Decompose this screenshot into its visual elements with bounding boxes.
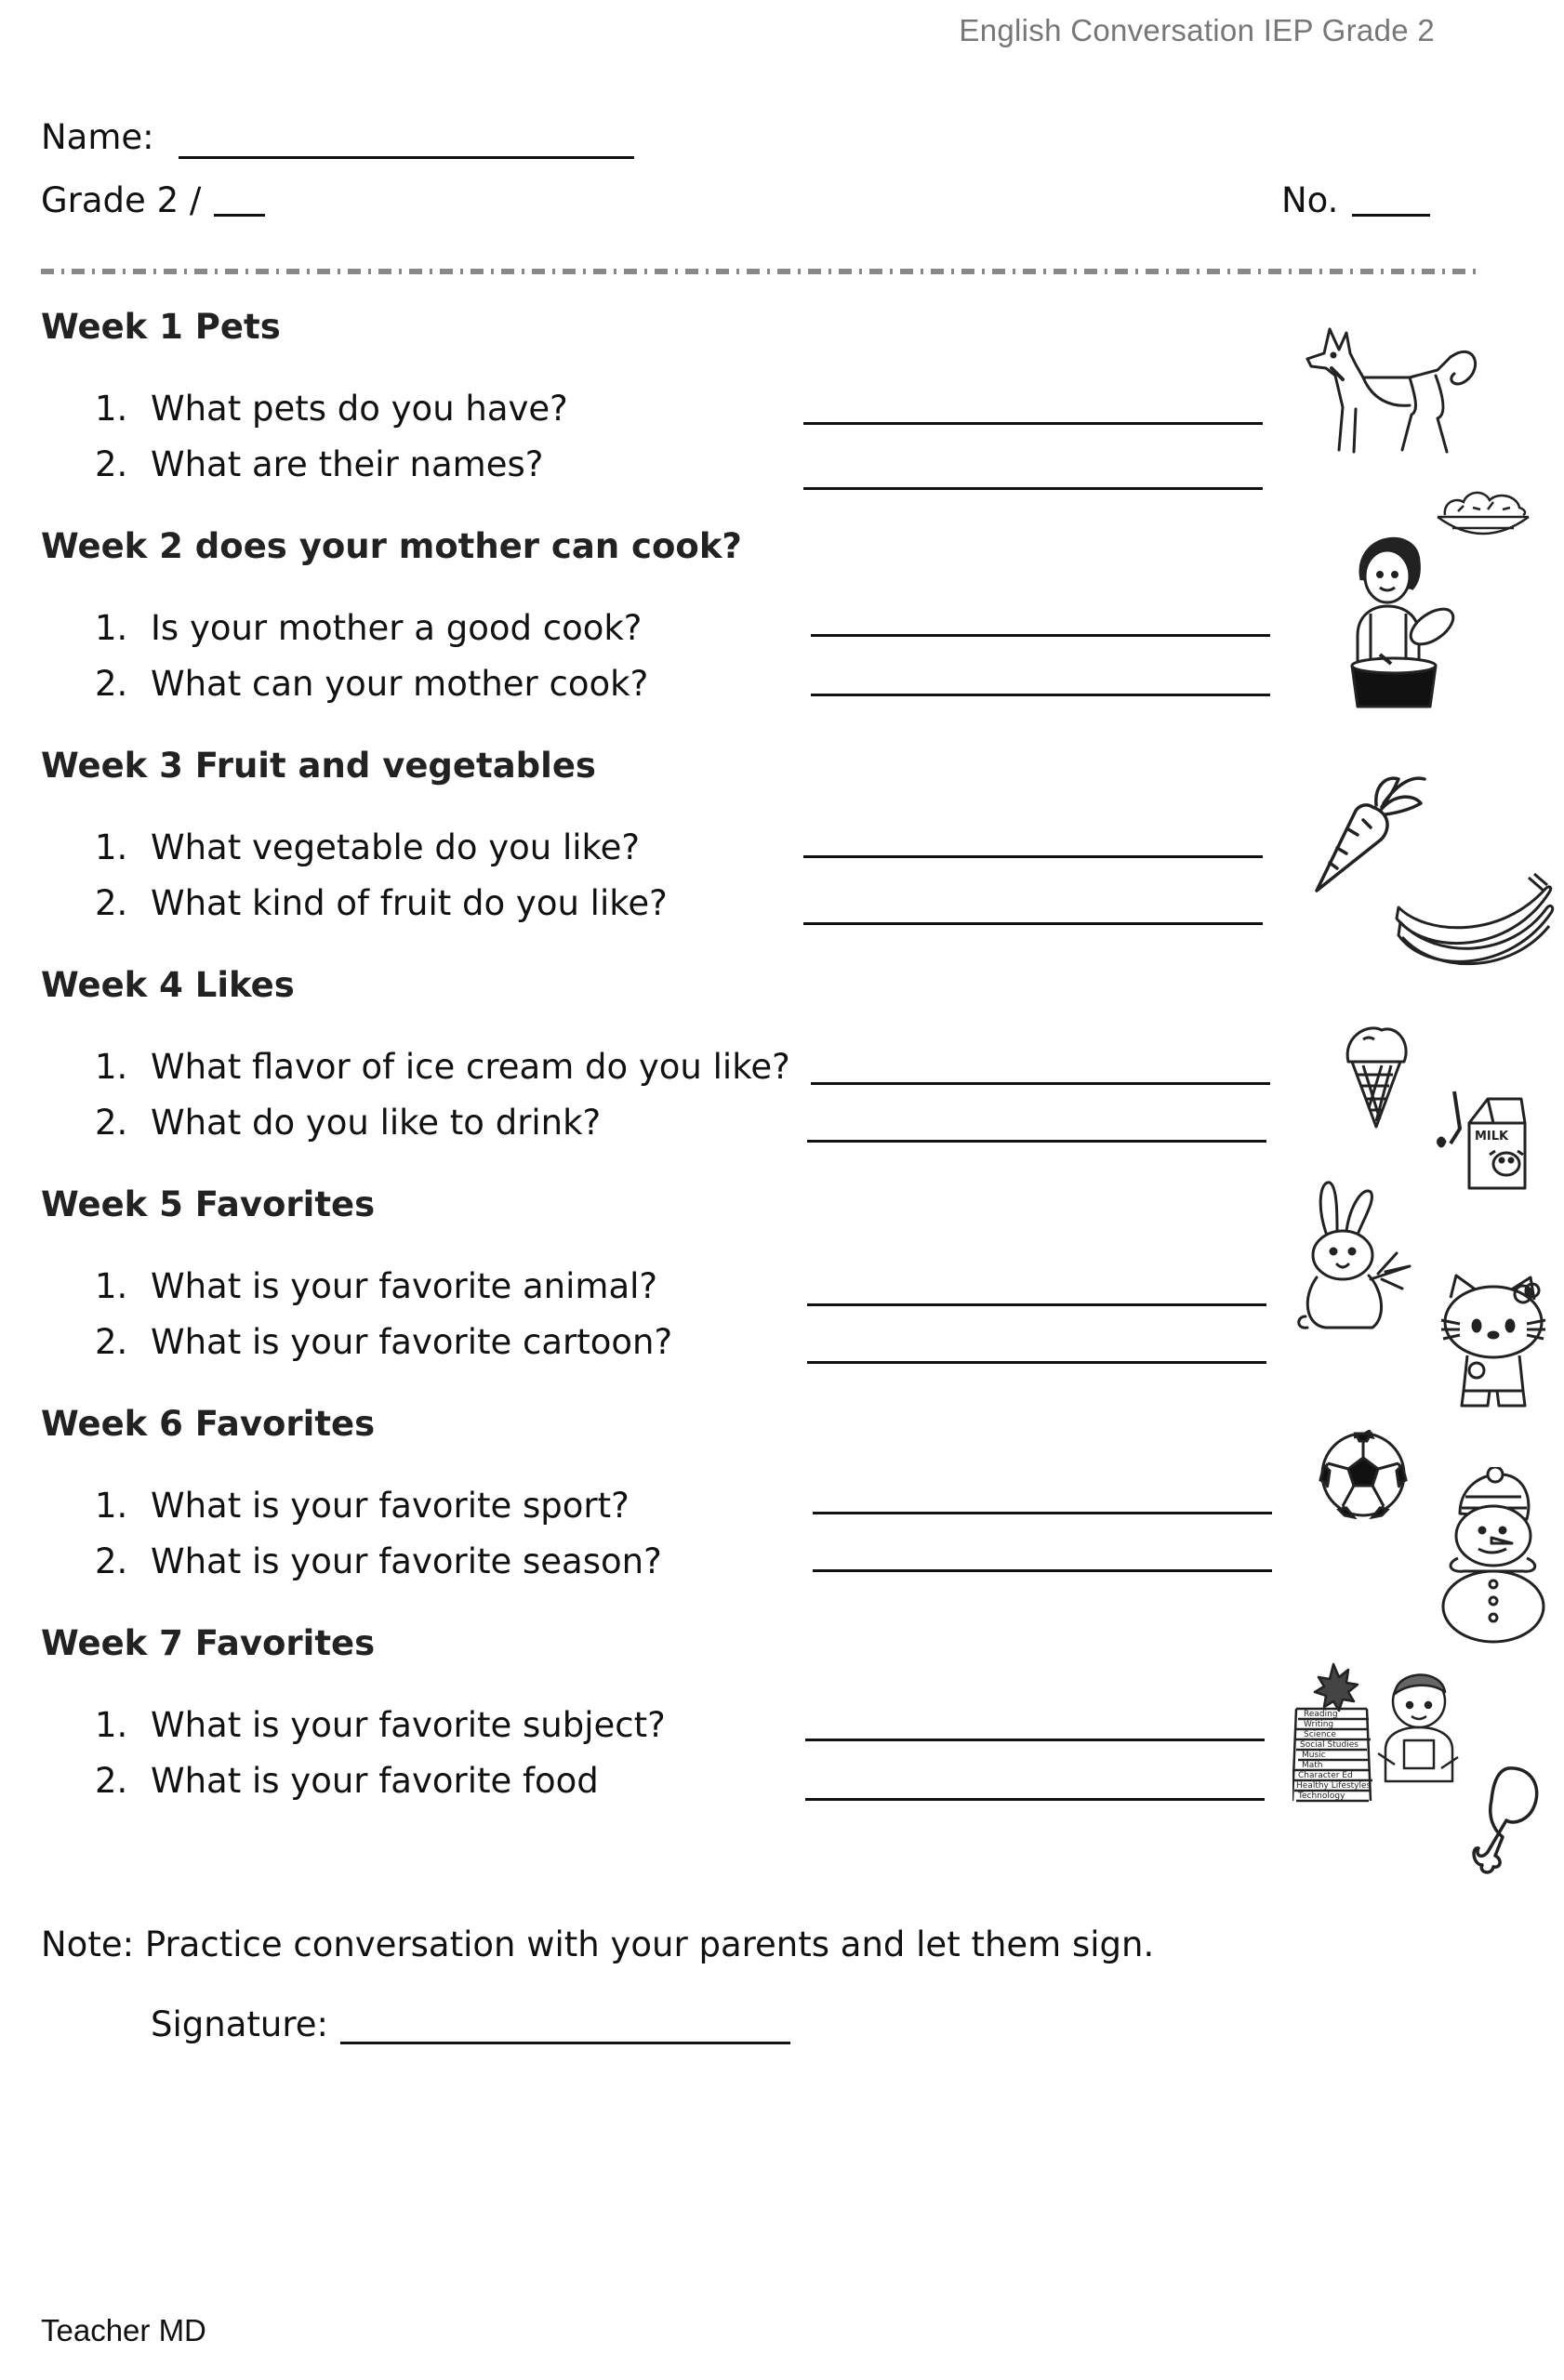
question-number: 1.: [95, 608, 128, 648]
signature-label: Signature:: [151, 2004, 328, 2044]
question-text: What are their names?: [151, 444, 544, 484]
book-label: Writing: [1304, 1720, 1334, 1729]
question-number: 2.: [95, 1541, 128, 1581]
week-1-title: Week 1 Pets: [41, 307, 281, 347]
book-label: Healthy Lifestyles: [1296, 1781, 1372, 1791]
question-number: 2.: [95, 1761, 128, 1801]
question-number: 1.: [95, 1266, 128, 1306]
answer-line[interactable]: [803, 487, 1263, 490]
banana-icon: [1389, 870, 1557, 982]
name-field[interactable]: [179, 156, 634, 159]
book-label: Reading: [1304, 1710, 1338, 1719]
question-text: What pets do you have?: [151, 389, 568, 429]
teacher-footer: Teacher MD: [41, 2313, 206, 2347]
grade-label: Grade 2 /: [41, 180, 202, 220]
answer-line[interactable]: [811, 694, 1270, 696]
answer-line[interactable]: [803, 855, 1263, 858]
question-text: What is your favorite cartoon?: [151, 1322, 673, 1362]
week-4-title: Week 4 Likes: [41, 965, 295, 1005]
answer-line[interactable]: [807, 1303, 1266, 1306]
answer-line[interactable]: [803, 922, 1263, 925]
answer-line[interactable]: [803, 422, 1263, 425]
question-text: What do you like to drink?: [151, 1103, 602, 1143]
answer-line[interactable]: [811, 1082, 1270, 1085]
answer-line[interactable]: [805, 1739, 1265, 1741]
answer-line[interactable]: [805, 1798, 1265, 1801]
drumstick-icon: [1469, 1763, 1544, 1878]
answer-line[interactable]: [813, 1512, 1272, 1514]
question-number: 2.: [95, 883, 128, 923]
hello-kitty-icon: [1436, 1270, 1551, 1409]
answer-line[interactable]: [811, 634, 1270, 637]
dog-icon: [1298, 322, 1484, 461]
signature-field[interactable]: [340, 2042, 790, 2044]
question-number: 1.: [95, 1705, 128, 1745]
question-text: What is your favorite sport?: [151, 1486, 630, 1526]
question-text: What flavor of ice cream do you like?: [151, 1047, 790, 1087]
question-text: What can your mother cook?: [151, 664, 649, 704]
question-number: 1.: [95, 1047, 128, 1087]
question-text: What is your favorite food: [151, 1761, 599, 1801]
week-3-title: Week 3 Fruit and vegetables: [41, 746, 596, 786]
milk-carton-icon: [1432, 1086, 1534, 1194]
week-6-title: Week 6 Favorites: [41, 1404, 376, 1444]
book-label: Technology: [1298, 1792, 1345, 1801]
question-number: 2.: [95, 1103, 128, 1143]
soccer-ball-icon: [1319, 1430, 1408, 1519]
question-number: 1.: [95, 827, 128, 867]
question-text: What is your favorite subject?: [151, 1705, 666, 1745]
parent-note: Note: Practice conversation with your parents and let them sign.: [41, 1924, 1155, 1964]
answer-line[interactable]: [807, 1140, 1266, 1143]
ice-cream-icon: [1339, 1019, 1413, 1130]
book-label: Social Studies: [1300, 1740, 1359, 1750]
books-boy-icon: [1292, 1660, 1465, 1813]
week-7-title: Week 7 Favorites: [41, 1623, 376, 1663]
name-label: Name:: [41, 117, 154, 157]
question-number: 1.: [95, 1486, 128, 1526]
book-label: Character Ed: [1298, 1771, 1353, 1780]
divider-line: [41, 269, 1478, 274]
mother-cooking-icon: [1333, 524, 1464, 710]
question-text: What vegetable do you like?: [151, 827, 641, 867]
week-2-title: Week 2 does your mother can cook?: [41, 526, 742, 566]
milk-label: MILK: [1475, 1130, 1509, 1144]
question-text: What kind of fruit do you like?: [151, 883, 668, 923]
question-number: 2.: [95, 664, 128, 704]
number-label: No.: [1281, 180, 1339, 220]
question-number: 1.: [95, 389, 128, 429]
book-label: Math: [1302, 1761, 1323, 1770]
question-number: 2.: [95, 444, 128, 484]
question-number: 2.: [95, 1322, 128, 1362]
rabbit-icon: [1289, 1177, 1419, 1335]
question-text: Is your mother a good cook?: [151, 608, 643, 648]
book-label: Science: [1304, 1730, 1336, 1739]
answer-line[interactable]: [807, 1361, 1266, 1364]
grade-class-field[interactable]: [214, 214, 265, 217]
snowman-icon: [1436, 1467, 1551, 1644]
book-label: Music: [1302, 1751, 1326, 1760]
week-5-title: Week 5 Favorites: [41, 1184, 376, 1224]
header-title: English Conversation IEP Grade 2: [959, 13, 1435, 47]
student-number-field[interactable]: [1352, 214, 1430, 217]
question-text: What is your favorite season?: [151, 1541, 662, 1581]
answer-line[interactable]: [813, 1569, 1272, 1572]
question-text: What is your favorite animal?: [151, 1266, 658, 1306]
